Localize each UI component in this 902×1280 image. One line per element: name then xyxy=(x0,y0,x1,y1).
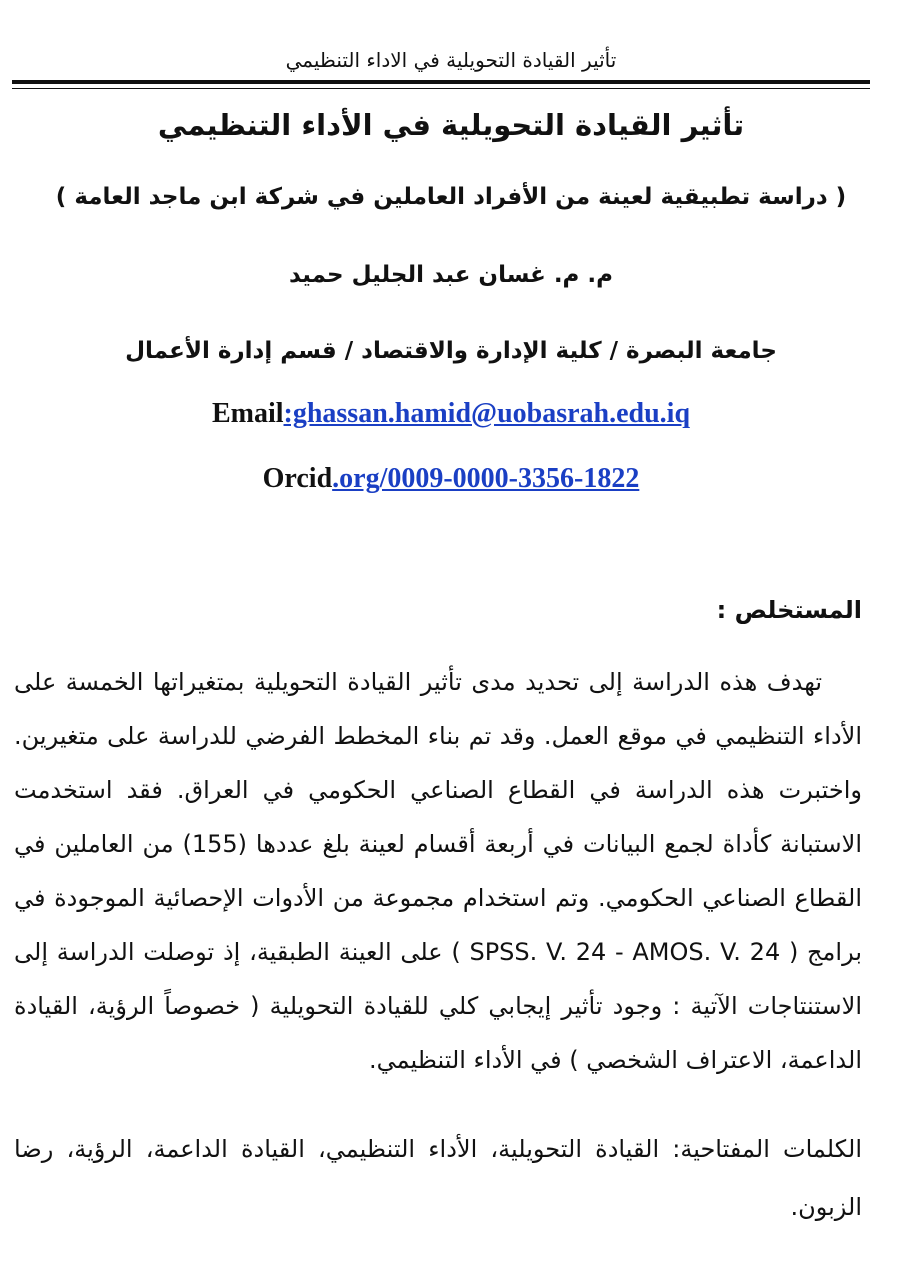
orcid-label: Orcid xyxy=(262,463,333,494)
abstract-body: تهدف هذه الدراسة إلى تحديد مدى تأثير القيادة التحويلية بمتغيراتها الخمسة على الأداء التنظيمي في موقع العمل. وقد تم بناء المخطط الفرضي للدراسة على متغيرين. واختبرت هذه الدراسة في القطاع الصناعي الحكومي في العراق. فقد استخدمت الاستبانة كأداة لجمع البيانات في أربعة أقسام لعينة بلغ عددها (155) من العاملين في القطاع الصناعي الحكومي. وتم استخدام مجموعة من الأدوات الإحصائية الموجودة في برامج ( SPSS. V. 24 - AMOS. V. 24 ) على العينة الطبقية، إذ توصلت الدراسة إلى الاستنتاجات الآتية : وجود تأثير إيجابي كلي للقيادة التحويلية ( خصوصاً الرؤية، القيادة الداعمة، الاعتراف الشخصي ) في الأداء التنظيمي. xyxy=(14,668,862,1074)
header-rule-thin xyxy=(12,88,870,89)
abstract-heading: المستخلص : xyxy=(716,596,862,624)
running-header: تأثير القيادة التحويلية في الاداء التنظيمي xyxy=(285,48,617,72)
author-affiliation: جامعة البصرة / كلية الإدارة والاقتصاد / قسم إدارة الأعمال xyxy=(125,338,777,364)
email-label: Email xyxy=(211,398,284,429)
paper-subtitle: ( دراسة تطبيقية لعينة من الأفراد العاملين في شركة ابن ماجد العامة ) xyxy=(55,184,847,210)
email-line xyxy=(0,398,902,430)
keywords: الكلمات المفتاحية: القيادة التحويلية، الأداء التنظيمي، القيادة الداعمة، الرؤية، رضا الزبون. xyxy=(14,1135,862,1221)
email-link[interactable]: :ghassan.hamid@uobasrah.edu.iq xyxy=(283,398,691,429)
author-name: م. م. غسان عبد الجليل حميد xyxy=(288,262,614,288)
orcid-line xyxy=(0,463,902,495)
orcid-link[interactable]: .org/0009-0000-3356-1822 xyxy=(332,463,640,494)
header-rule xyxy=(12,80,870,84)
paper-title: تأثير القيادة التحويلية في الأداء التنظيمي xyxy=(157,108,745,142)
